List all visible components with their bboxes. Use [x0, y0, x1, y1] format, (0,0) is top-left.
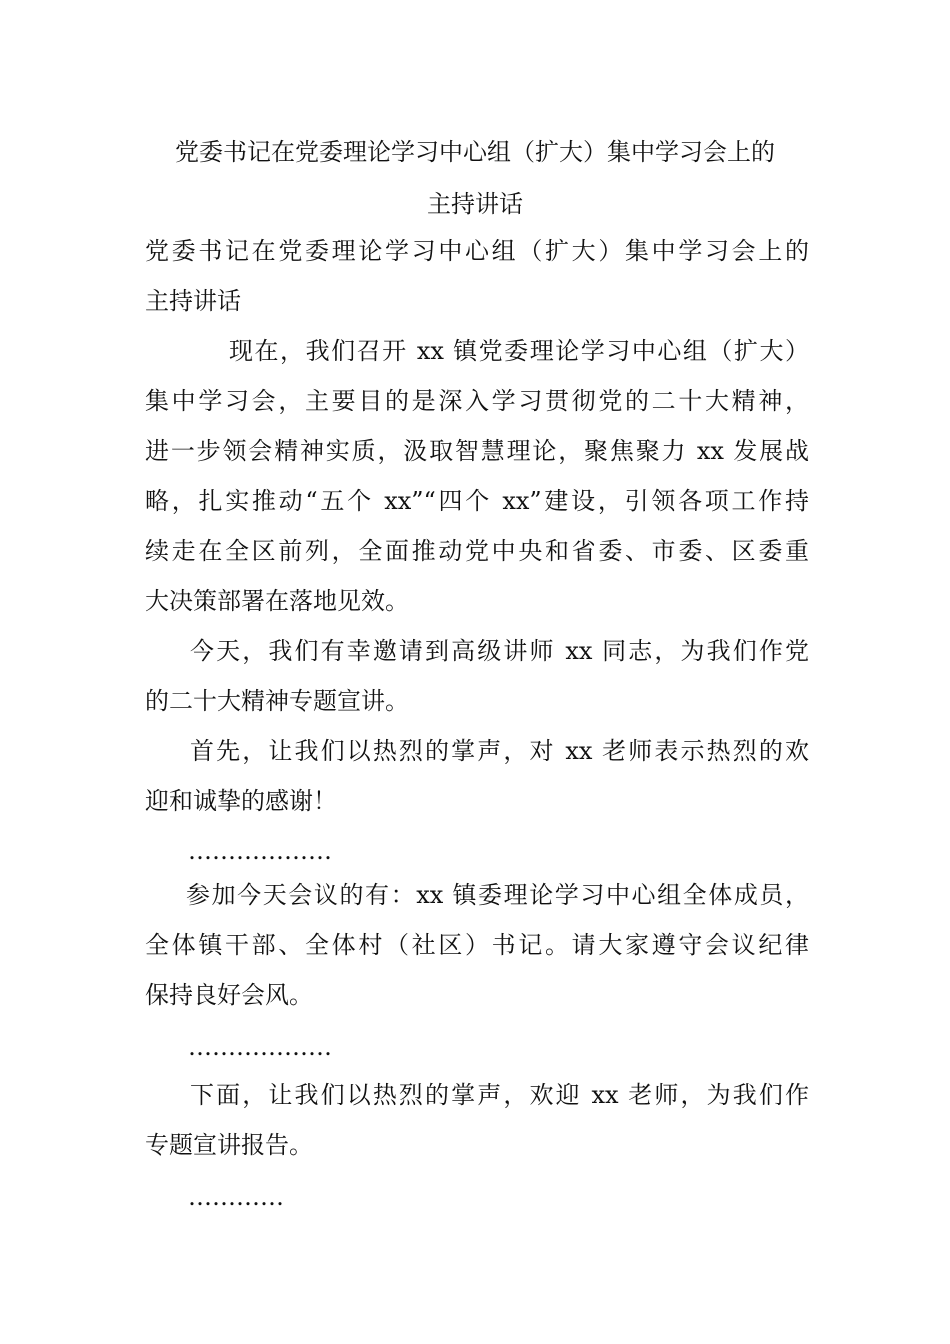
ellipsis-separator: ……………… [188, 1033, 332, 1061]
paragraph-first-line: 下面，让我们以热烈的掌声，欢迎 xx 老师，为我们作 [190, 1081, 809, 1109]
body-line: 大决策部署在落地见效。 [145, 587, 409, 615]
paragraph-first-line: 现在，我们召开 xx 镇党委理论学习中心组（扩大） [229, 337, 809, 365]
ellipsis-separator: ……………… [188, 837, 332, 865]
document-title-line-1: 党委书记在党委理论学习中心组（扩大）集中学习会上的 [175, 138, 775, 166]
paragraph-first-line: 今天，我们有幸邀请到高级讲师 xx 同志，为我们作党 [190, 637, 809, 665]
body-line: 保持良好会风。 [145, 981, 313, 1009]
paragraph-first-line: 参加今天会议的有：xx 镇委理论学习中心组全体成员， [186, 881, 809, 909]
body-line: 进一步领会精神实质，汲取智慧理论，聚焦聚力 xx 发展战 [145, 437, 809, 465]
body-line: 主持讲话 [145, 287, 241, 315]
body-line: 集中学习会，主要目的是深入学习贯彻党的二十大精神， [145, 387, 809, 415]
document-title-line-2: 主持讲话 [427, 190, 523, 218]
body-line: 全体镇干部、全体村（社区）书记。请大家遵守会议纪律 [145, 931, 809, 959]
paragraph-first-line: 首先，让我们以热烈的掌声，对 xx 老师表示热烈的欢 [190, 737, 809, 765]
body-line: 的二十大精神专题宣讲。 [145, 687, 409, 715]
body-line: 党委书记在党委理论学习中心组（扩大）集中学习会上的 [145, 237, 809, 265]
body-line: 专题宣讲报告。 [145, 1131, 313, 1159]
ellipsis-separator: ………… [188, 1183, 284, 1211]
body-line: 迎和诚挚的感谢！ [145, 787, 337, 815]
body-line: 续走在全区前列，全面推动党中央和省委、市委、区委重 [145, 537, 809, 565]
body-line: 略，扎实推动“五个 xx”“四个 xx”建设，引领各项工作持 [145, 487, 809, 515]
